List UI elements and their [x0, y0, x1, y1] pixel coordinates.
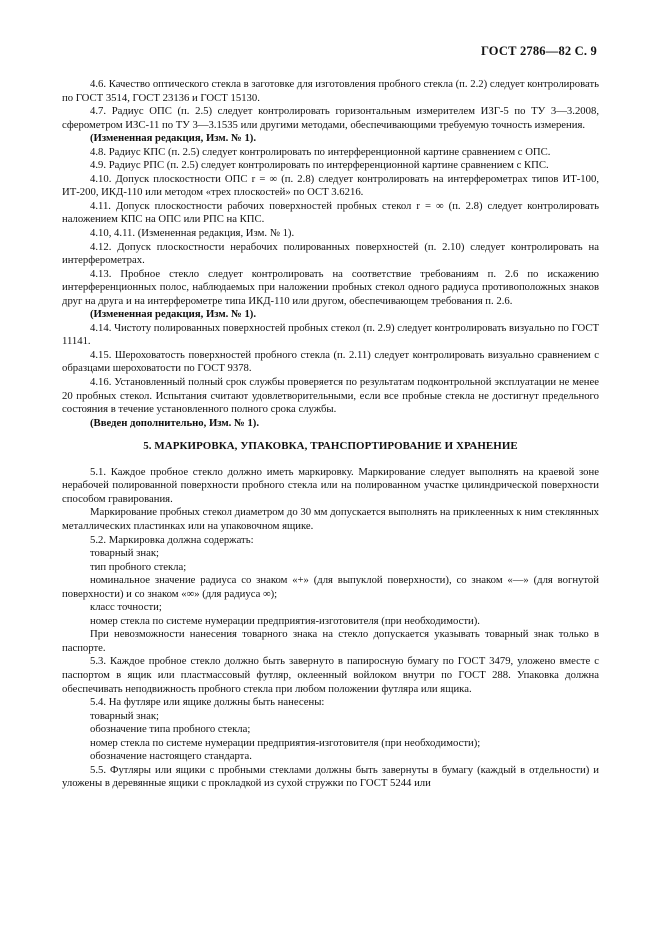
paragraph: 5.4. На футляре или ящике должны быть нанесены: — [90, 696, 325, 709]
paragraph: 4.14. Чистоту полированных поверхностей пробных стекол (п. 2.9) следует контролировать визуально по ГОСТ 11141. — [62, 321, 599, 348]
paragraph: номер стекла по системе нумерации предприятия-изготовителя (при необходимости). — [90, 614, 480, 627]
paragraph: 4.12. Допуск плоскостности нерабочих полированных поверхностей (п. 2.10) следует контролировать на интерферометрах. — [62, 240, 599, 267]
paragraph: 4.6. Качество оптического стекла в заготовке для изготовления пробного стекла (п. 2.2) следует контролировать по ГОСТ 3514, ГОСТ 23136 и ГОСТ 15130. — [62, 78, 599, 104]
paragraph: (Измененная редакция, Изм. № 1). — [90, 308, 257, 321]
section-5-paragraphs — [62, 466, 599, 791]
paragraph: товарный знак; — [90, 709, 160, 722]
paragraph: тип пробного стекла; — [90, 560, 187, 573]
paragraph: 4.16. Установленный полный срок службы проверяется по результатам подконтрольной эксплуатации не менее 20 пробных стекол. Испытания считают удовлетворительными, если все пробные стекла не достигнут предельного состояния в течение установленного полного срока службы. — [62, 376, 599, 416]
paragraph: 4.7. Радиус ОПС (п. 2.5) следует контролировать горизонтальным измерителем ИЗГ-5 по ТУ 3—3.2008, сферометром ИЗС-11 по ТУ 3—3.1535 или другими методами, обеспечивающими требуемую точность измерения. — [62, 105, 599, 131]
paragraph: Маркирование пробных стекол диаметром до 30 мм допускается выполнять на приклеенных к ним стеклянных металлических пластинках или на упаковочном ящике. — [62, 506, 599, 532]
page-header: ГОСТ 2786—82 С. 9 — [480, 44, 597, 58]
paragraph: (Введен дополнительно, Изм. № 1). — [90, 416, 260, 429]
paragraph: 4.9. Радиус РПС (п. 2.5) следует контролировать по интерференционной картине сравнением с КПС. — [90, 159, 549, 172]
paragraph: 5.3. Каждое пробное стекло должно быть завернуто в папиросную бумагу по ГОСТ 3479, уложено вместе с паспортом в ящик или пластмассовый футляр, оклеенный войлоком внутри по ГОСТ 288. Упаковка должна обеспечивать неподвижность пробного стекла при любом положении футляра или ящика. — [62, 655, 599, 695]
paragraph: товарный знак; — [90, 547, 160, 560]
paragraph: 5.1. Каждое пробное стекло должно иметь маркировку. Маркирование следует выполнять на краевой зоне нерабочей полированной поверхности пробного стекла или на полированном участке цилиндрической поверхности способом гравирования. — [62, 465, 599, 505]
paragraph: 5.5. Футляры или ящики с пробными стеклами должны быть завернуты в бумагу (каждый в отдельности) и уложены в деревянные ящики с прокладкой из сухой стружки по ГОСТ 5244 или — [62, 763, 599, 790]
paragraph: 4.11. Допуск плоскостности рабочих поверхностей пробных стекол r = ∞ (п. 2.8) следует контролировать наложением КПС на ОПС или РПС на КПС. — [62, 199, 599, 226]
paragraph: 4.15. Шероховатость поверхностей пробного стекла (п. 2.11) следует контролировать визуально сравнением с образцами шероховатости по ГОСТ 9378. — [62, 348, 599, 375]
paragraph: номинальное значение радиуса со знаком «+» (для выпуклой поверхности), со знаком «—» (для вогнутой поверхности) и со знаком «∞» (для радиуса ∞); — [62, 574, 599, 600]
paragraph: 4.8. Радиус КПС (п. 2.5) следует контролировать по интерференционной картине сравнением с ОПС. — [90, 145, 551, 158]
document-body — [62, 78, 599, 791]
paragraph: обозначение типа пробного стекла; — [90, 723, 251, 736]
section-4-paragraphs — [62, 78, 599, 430]
paragraph: При невозможности нанесения товарного знака на стекло допускается указывать товарный знак только в паспорте. — [62, 628, 599, 654]
paragraph: 5.2. Маркировка должна содержать: — [90, 533, 254, 546]
paragraph: класс точности; — [90, 601, 162, 614]
paragraph: 4.10, 4.11. (Измененная редакция, Изм. № 1). — [90, 227, 295, 240]
paragraph: 4.10. Допуск плоскостности ОПС r = ∞ (п. 2.8) следует контролировать на интерферометрах типов ИТ-100, ИТ-200, ИКД-110 или методом «трех плоскостей» по ОСТ 3.6216. — [62, 172, 599, 199]
paragraph: обозначение настоящего стандарта. — [90, 750, 252, 763]
section-title: 5. МАРКИРОВКА, УПАКОВКА, ТРАНСПОРТИРОВАНИЕ И ХРАНЕНИЕ — [143, 440, 518, 453]
paragraph: номер стекла по системе нумерации предприятия-изготовителя (при необходимости); — [90, 736, 481, 749]
paragraph: 4.13. Пробное стекло следует контролировать на соответствие требованиям п. 2.6 по искажению интерференционных полос, наблюдаемых при наложении пробных стекол одного радиуса противоположных знаков друг на друга и на интерферометре типа ИКД-110 или другом, обеспечивающем требования п. 2.6. — [62, 267, 599, 307]
paragraph: (Измененная редакция, Изм. № 1). — [90, 132, 257, 145]
